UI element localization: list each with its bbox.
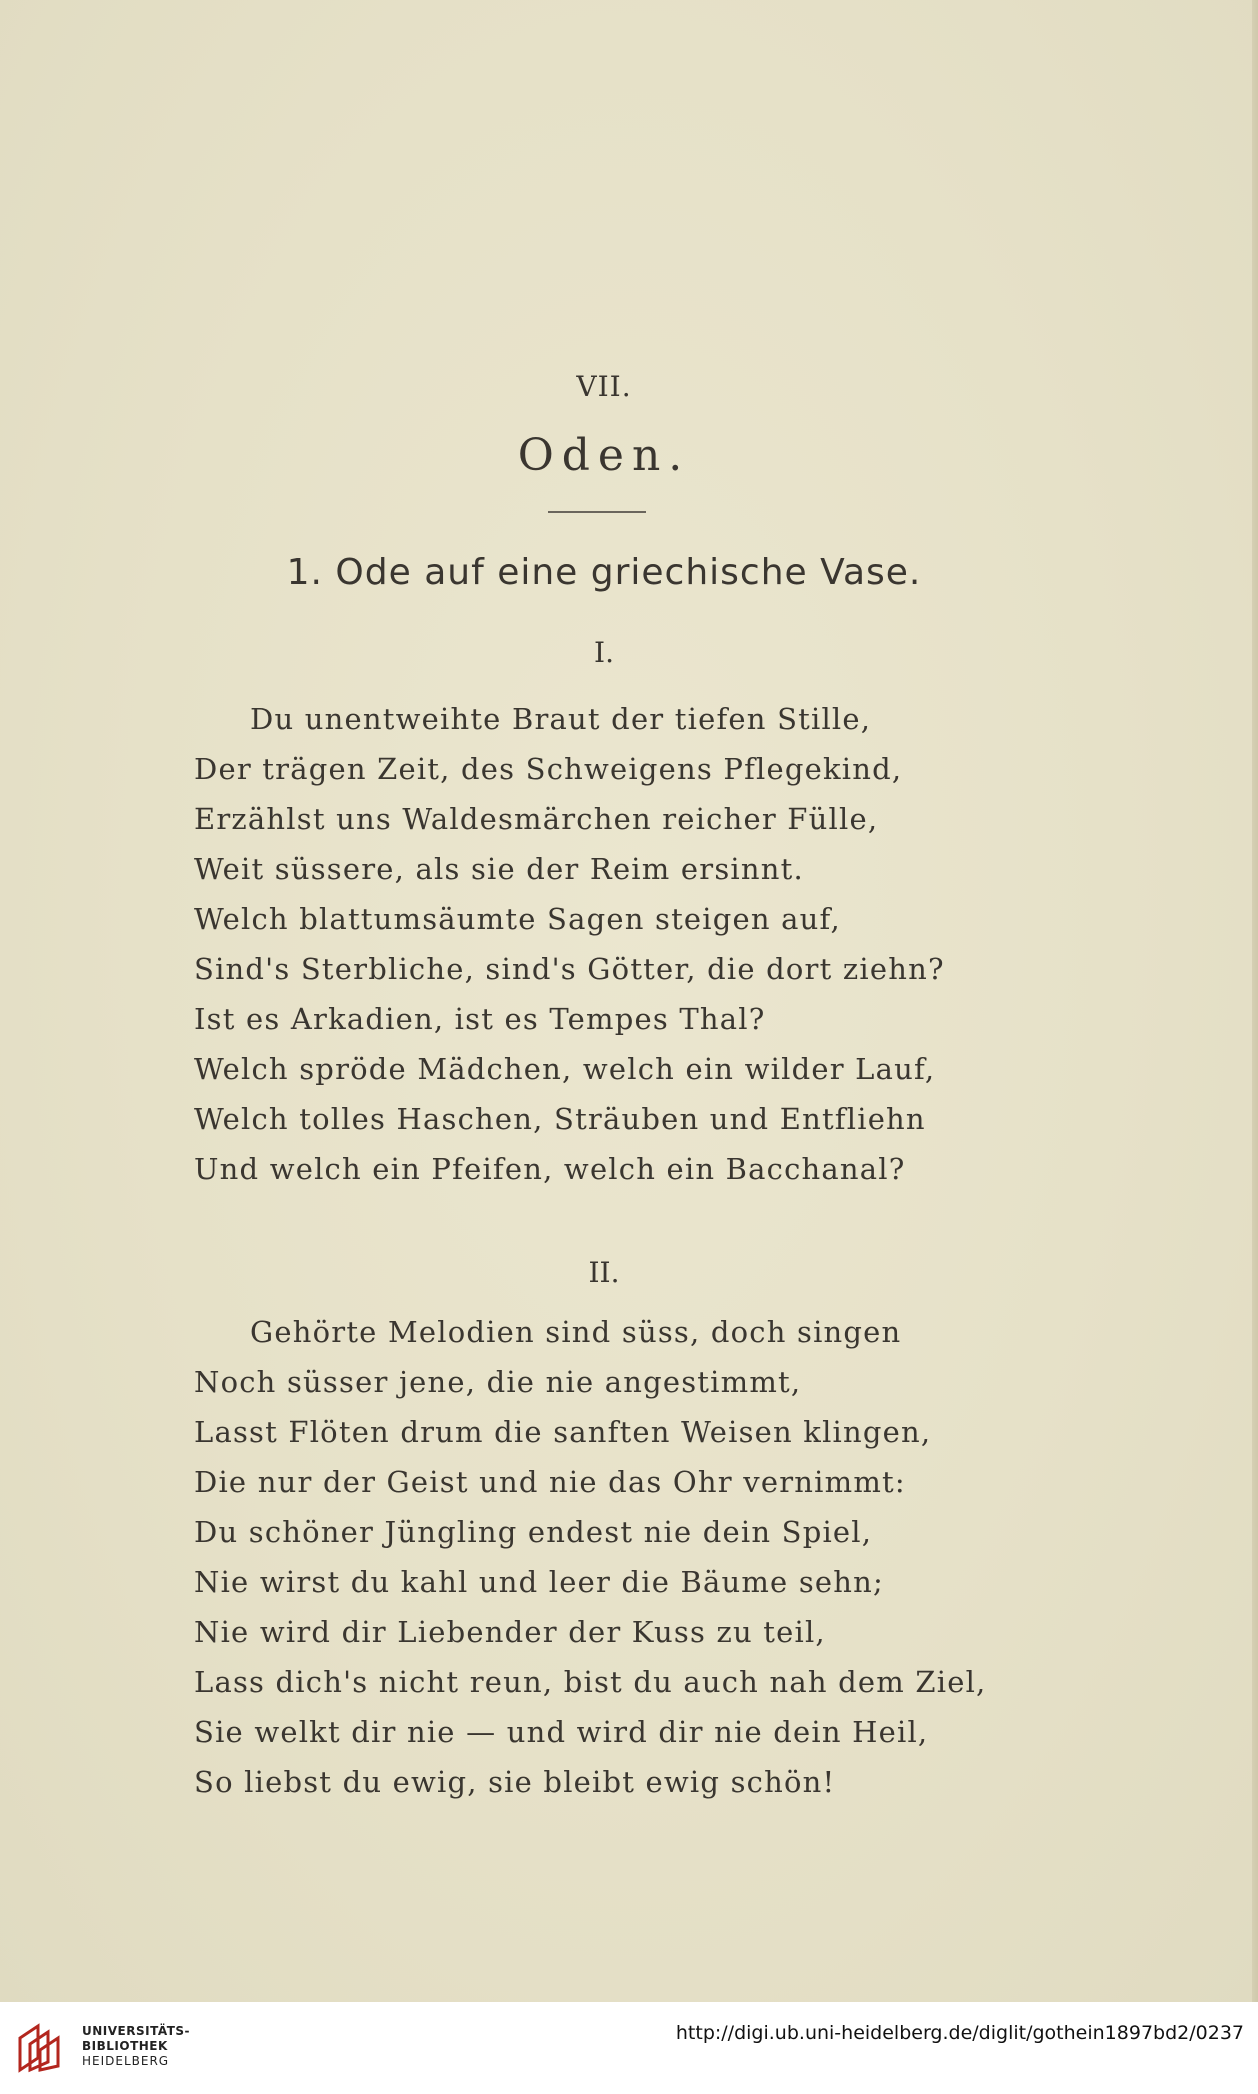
poem-title: 1. Ode auf eine griechische Vase.: [286, 552, 922, 593]
stanza-number: II.: [588, 1256, 620, 1289]
verse-line: Gehörte Melodien sind süss, doch singen: [250, 1315, 902, 1349]
verse-line: Noch süsser jene, die nie angestimmt,: [194, 1365, 802, 1399]
verse-line: Du schöner Jüngling endest nie dein Spiel,: [194, 1515, 873, 1549]
verse-line: Nie wird dir Liebender der Kuss zu teil,: [194, 1615, 826, 1649]
permalink-url[interactable]: http://digi.ub.uni-heidelberg.de/diglit/gothein1897bd2/0237: [675, 2022, 1244, 2044]
verse-line: Die nur der Geist und nie das Ohr vernimmt:: [194, 1465, 906, 1499]
verse-line: Sind's Sterbliche, sind's Götter, die dort ziehn?: [194, 952, 945, 986]
page-edge: [1252, 0, 1258, 2002]
library-logo-icon: [12, 2018, 72, 2078]
title-divider: [548, 511, 646, 513]
verse-line: Du unentweihte Braut der tiefen Stille,: [250, 702, 872, 736]
library-name-line: HEIDELBERG: [82, 2054, 170, 2068]
verse-line: Der trägen Zeit, des Schweigens Pflegekind,: [194, 752, 903, 786]
verse-line: Welch blattumsäumte Sagen steigen auf,: [194, 902, 841, 936]
stanza-1: [194, 694, 1154, 1194]
section-title: Oden.: [517, 430, 691, 481]
verse-line: Nie wirst du kahl und leer die Bäume sehn;: [194, 1565, 884, 1599]
verse-line: Sie welkt dir nie — und wird dir nie dein Heil,: [194, 1715, 929, 1749]
verse-line: Ist es Arkadien, ist es Tempes Thal?: [194, 1002, 766, 1036]
library-name-line: BIBLIOTHEK: [82, 2039, 168, 2053]
library-name-line: UNIVERSITÄTS-: [82, 2024, 191, 2038]
stanza-number: I.: [594, 636, 614, 669]
library-footer: [0, 2002, 1258, 2094]
section-number: VII.: [576, 370, 632, 403]
verse-line: Erzählst uns Waldesmärchen reicher Fülle,: [194, 802, 879, 836]
verse-line: Lasst Flöten drum die sanften Weisen klingen,: [194, 1415, 932, 1449]
verse-line: Lass dich's nicht reun, bist du auch nah dem Ziel,: [194, 1665, 987, 1699]
verse-line: Und welch ein Pfeifen, welch ein Bacchanal?: [194, 1152, 906, 1186]
verse-line: Weit süssere, als sie der Reim ersinnt.: [194, 852, 804, 886]
stanza-2: [194, 1307, 1154, 1807]
verse-line: So liebst du ewig, sie bleibt ewig schön!: [194, 1765, 836, 1799]
verse-line: Welch tolles Haschen, Sträuben und Entfliehn: [194, 1102, 926, 1136]
verse-line: Welch spröde Mädchen, welch ein wilder Lauf,: [194, 1052, 936, 1086]
library-name: [82, 2024, 190, 2069]
